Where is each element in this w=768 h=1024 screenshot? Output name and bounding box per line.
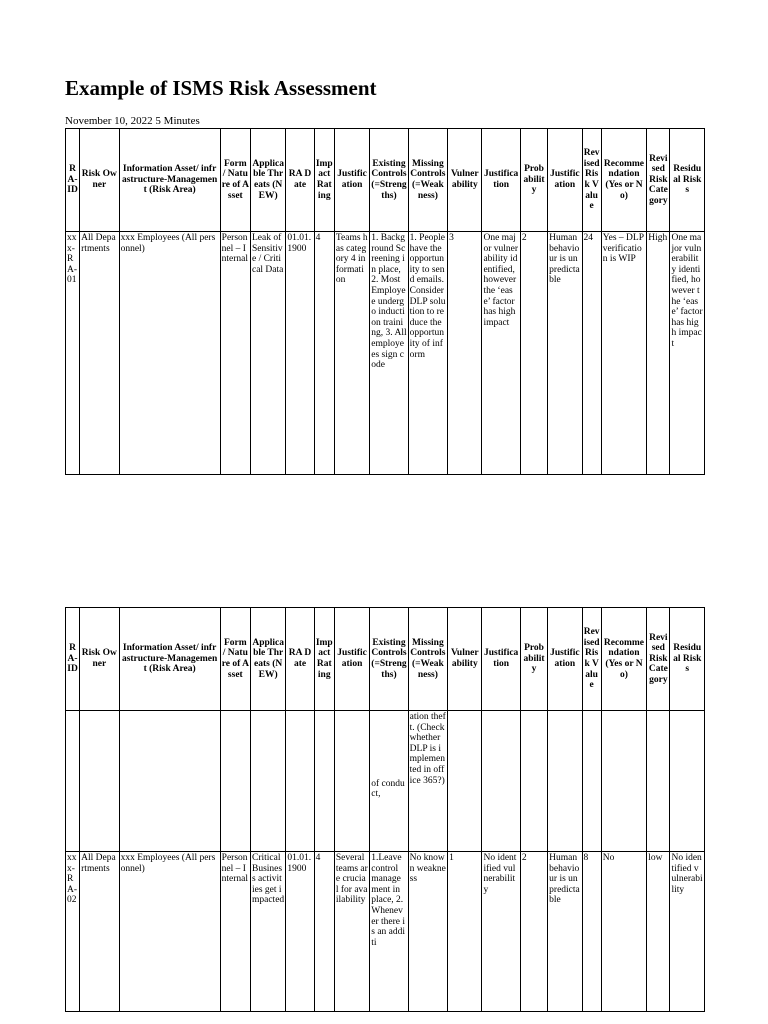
cell-ra-date: 01.01.1900 (286, 852, 314, 1012)
cell-probability: 2 (520, 852, 547, 1012)
col-header-justification-3: Justification (548, 129, 582, 232)
col-header-ra-id: RA-ID (66, 608, 80, 711)
cell-applicable-threats: Leak of Sensitive / Critical Data (250, 232, 285, 475)
col-header-missing-controls: Missing Controls (=Weakness) (408, 129, 447, 232)
existing-controls-continued-text: of conduct, (371, 778, 405, 800)
cell-justification-2: One major vulnerability identified, however the ‘ease’ factor has high impact (482, 232, 520, 475)
col-header-applicable-threats: Applicable Threats (NEW) (250, 129, 285, 232)
col-header-vulnerability: Vulnerability (448, 129, 482, 232)
cell-probability: 2 (520, 232, 547, 475)
cell-empty (482, 711, 520, 852)
col-header-form-nature: Form / Nature of Asset (220, 608, 250, 711)
col-header-vulnerability: Vulnerability (448, 608, 482, 711)
cell-empty (314, 711, 334, 852)
col-header-impact-rating: Impact Rating (314, 608, 334, 711)
cell-ra-date: 01.01.1900 (286, 232, 314, 475)
cell-justification: Several teams are crucial for availability (334, 852, 369, 1012)
table-row (66, 232, 705, 475)
col-header-revised-risk-value: Revised Risk Value (582, 129, 601, 232)
col-header-recommendation: Recommendation (Yes or No) (601, 129, 646, 232)
cell-information-asset: xxx Employees (All personnel) (119, 852, 220, 1012)
header-row (66, 608, 705, 711)
col-header-residual-risks: Residual Risks (670, 608, 705, 711)
risk-table-2 (65, 607, 705, 1012)
cell-justification: Teams has category 4 information (334, 232, 369, 475)
cell-empty (334, 711, 369, 852)
col-header-justification-2: Justification (482, 129, 520, 232)
cell-empty (80, 711, 119, 852)
col-header-justification: Justification (334, 129, 369, 232)
cell-justification-3: Human behaviour is unpredictable (548, 232, 582, 475)
cell-empty (647, 711, 670, 852)
cell-impact-rating: 4 (314, 852, 334, 1012)
col-header-risk-owner: Risk Owner (80, 129, 119, 232)
cell-form-nature: Personnel – Internal (220, 232, 250, 475)
cell-existing-controls: 1.Leave control management in place, 2. Whenever there is an additi (370, 852, 408, 1012)
cell-empty (548, 711, 582, 852)
cell-empty (670, 711, 705, 852)
cell-empty (220, 711, 250, 852)
col-header-risk-owner: Risk Owner (80, 608, 119, 711)
cell-empty (448, 711, 482, 852)
cell-empty (520, 711, 547, 852)
col-header-ra-date: RA Date (286, 608, 314, 711)
cell-residual-risks: No identified vulnerability (670, 852, 705, 1012)
cell-revised-risk-value: 24 (582, 232, 601, 475)
cell-form-nature: Personnel – Internal (220, 852, 250, 1012)
col-header-form-nature: Form / Nature of Asset (220, 129, 250, 232)
col-header-revised-risk-category: Revised Risk Category (647, 608, 670, 711)
col-header-probability: Probability (520, 129, 547, 232)
cell-existing-controls-continued (370, 711, 408, 852)
cell-empty (601, 711, 646, 852)
cell-information-asset: xxx Employees (All personnel) (119, 232, 220, 475)
cell-vulnerability: 3 (448, 232, 482, 475)
cell-impact-rating: 4 (314, 232, 334, 475)
col-header-justification-2: Justification (482, 608, 520, 711)
col-header-residual-risks: Residual Risks (670, 129, 705, 232)
col-header-probability: Probability (520, 608, 547, 711)
col-header-revised-risk-category: Revised Risk Category (647, 129, 670, 232)
col-header-information-asset: Information Asset/ infrastructure-Management (Risk Area) (119, 129, 220, 232)
col-header-applicable-threats: Applicable Threats (NEW) (250, 608, 285, 711)
cell-recommendation: No (601, 852, 646, 1012)
cell-recommendation: Yes – DLP verification is WIP (601, 232, 646, 475)
cell-risk-owner: All Departments (80, 232, 119, 475)
cell-empty (119, 711, 220, 852)
cell-justification-2: No identified vulnerability (482, 852, 520, 1012)
cell-existing-controls: 1. Background Screening in place, 2. Most Employee undergo induction training, 3. All employees sign code (370, 232, 408, 475)
cell-empty (286, 711, 314, 852)
cell-empty (66, 711, 80, 852)
cell-revised-risk-category: High (647, 232, 670, 475)
table-row (66, 852, 705, 1012)
col-header-recommendation: Recommendation (Yes or No) (601, 608, 646, 711)
col-header-existing-controls: Existing Controls (=Strengths) (370, 129, 408, 232)
cell-applicable-threats: Critical Business activities get impacted (250, 852, 285, 1012)
cell-missing-controls-continued: ation theft. (Check whether DLP is implemented in office 365?) (408, 711, 447, 852)
cell-missing-controls: 1. People have the opportunity to send emails. Consider DLP solution to reduce the opportunity of inform (408, 232, 447, 475)
cell-empty (250, 711, 285, 852)
cell-vulnerability: 1 (448, 852, 482, 1012)
col-header-revised-risk-value: Revised Risk Value (582, 608, 601, 711)
header-row (66, 129, 705, 232)
document-meta: November 10, 2022 5 Minutes (65, 115, 200, 127)
col-header-ra-date: RA Date (286, 129, 314, 232)
col-header-missing-controls: Missing Controls (=Weakness) (408, 608, 447, 711)
cell-justification-3: Human behaviour is unpredictable (548, 852, 582, 1012)
cell-risk-owner: All Departments (80, 852, 119, 1012)
col-header-ra-id: RA-ID (66, 129, 80, 232)
cell-ra-id: xxx-RA-02 (66, 852, 80, 1012)
col-header-justification-3: Justification (548, 608, 582, 711)
cell-missing-controls: No known weakness (408, 852, 447, 1012)
cell-empty (582, 711, 601, 852)
cell-revised-risk-category: low (647, 852, 670, 1012)
col-header-justification: Justification (334, 608, 369, 711)
cell-ra-id: xxx-RA-01 (66, 232, 80, 475)
col-header-information-asset: Information Asset/ infrastructure-Management (Risk Area) (119, 608, 220, 711)
document-title: Example of ISMS Risk Assessment (65, 76, 377, 100)
cell-residual-risks: One major vulnerability identified, however the ‘ease’ factor has high impact (670, 232, 705, 475)
risk-table-1 (65, 128, 705, 475)
col-header-existing-controls: Existing Controls (=Strengths) (370, 608, 408, 711)
cell-revised-risk-value: 8 (582, 852, 601, 1012)
col-header-impact-rating: Impact Rating (314, 129, 334, 232)
table-row-continuation (66, 711, 705, 852)
